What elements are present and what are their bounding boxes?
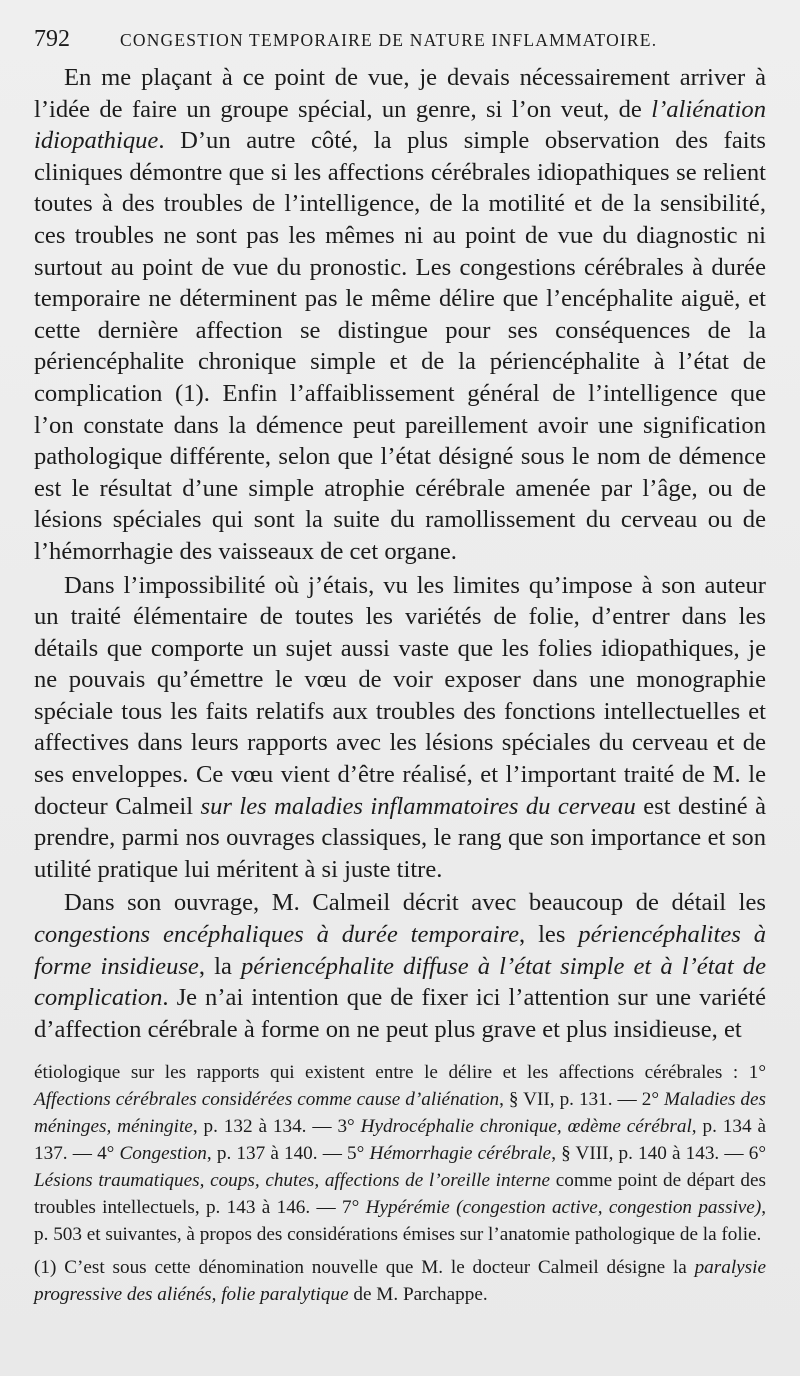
paragraph-2: Dans l’impossibilité où j’étais, vu les limites qu’impose à son auteur un traité élémentaire de toutes les variétés de folie, d’entrer dans les détails que comporte un sujet aussi vaste que les folies idiopathiques, je ne pouvais qu’émettre le vœu de voir exposer dans une monographie spéciale tous les faits relatifs aux troubles des fonctions intellectuelles et affectives dans leurs rapports avec les lésions spéciales du cerveau et de ses enveloppes. Ce vœu vient d’être réalisé, et l’important traité de M. le docteur Calmeil sur les maladies inflammatoires du cerveau est destiné à prendre, parmi nos ouvrages classiques, le rang que son importance et son utilité pratique lui méritent à si juste titre. xyxy=(34,571,767,883)
footnote-1: (1) C’est sous cette dénomination nouvelle que M. le docteur Calmeil désigne la paralysie progressive des aliénés, folie paralytique de M. Parchappe. xyxy=(34,1257,766,1306)
paragraph-1: En me plaçant à ce point de vue, je devais nécessairement arriver à l’idée de faire un groupe spécial, un genre, si l’on veut, de l’aliénation idiopathique. D’un autre côté, la plus simple observation des faits cliniques démontre que si les affections cérébrales idiopathiques se relient toutes à des troubles de l’intelligence, de la motilité et de la sensibilité, ces troubles ne sont pas les mêmes ni au point de vue du diagnostic ni surtout au point de vue du pronostic. Les congestions cérébrales à durée temporaire ne déterminent pas le même délire que l’encéphalite aiguë, et cette dernière affection se distingue pour ses conséquences de la périencéphalite chronique simple et de la périencéphalite à l’état de complication (1). Enfin l’affaiblissement général de l’intelligence que l’on constate dans la démence peut pareillement avoir une signification pathologique différente, selon que l’état désigné sous le nom de démence est le résultat d’une simple atrophie cérébrale amenée par l’âge, ou de lésions spéciales qui sont la suite du ramollissement du cerveau ou de l’hémorrhagie des vaisseaux de cet organe. xyxy=(34,64,766,565)
footnote-continuation: étiologique sur les rapports qui existent entre le délire et les affections cérébrales : 1° Affections cérébrales considérées comme cause d’aliénation, § VII, p. 131. — 2° Maladies des méninges, méningite, p. 132 à 134. — 3° Hydrocéphalie chronique, œdème cérébral, p. 134 à 137. — 4° Congestion, p. 137 à 140. — 5° Hémorrhagie cérébrale, § VIII, p. 140 à 143. — 6° Lésions traumatiques, coups, chutes, affections de l’oreille interne comme point de départ des troubles intellectuels, p. 143 à 146. — 7° Hypérémie (congestion active, congestion passive), p. 503 et suivantes, à propos des considérations émises sur l’anatomie pathologique de la folie. xyxy=(34,1062,767,1246)
running-title: CONGESTION TEMPORAIRE DE NATURE INFLAMMATOIRE. xyxy=(120,30,658,50)
footnotes xyxy=(34,1059,766,1308)
page-number: 792 xyxy=(34,26,70,52)
running-head xyxy=(34,26,766,62)
body-text xyxy=(34,62,766,1045)
paragraph-3: Dans son ouvrage, M. Calmeil décrit avec beaucoup de détail les congestions encéphaliques à durée temporaire, les périencéphalites à forme insidieuse, la périencéphalite diffuse à l’état simple et à l’état de complication. Je n’ai intention que de fixer ici l’attention sur une variété d’affection cérébrale à forme on ne peut plus grave et plus insidieuse, et xyxy=(34,889,767,1043)
